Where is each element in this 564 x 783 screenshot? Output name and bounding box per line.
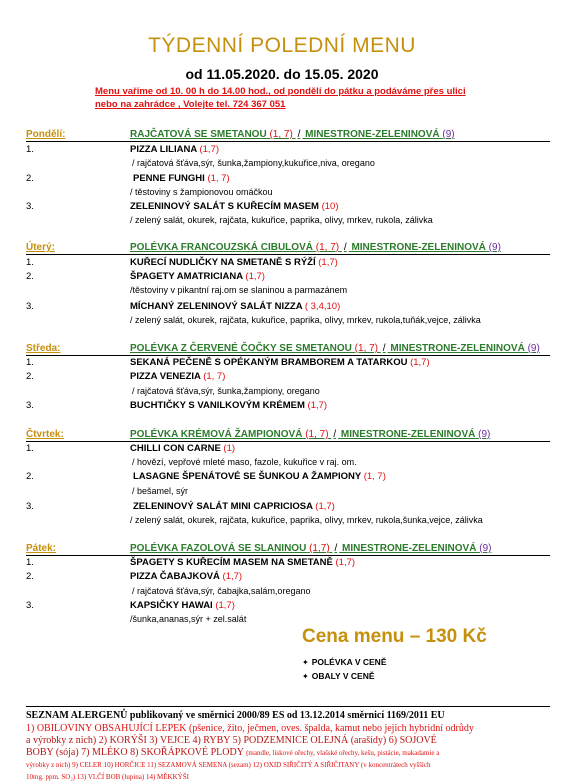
dish-description: /šunka,ananas,sýr + zel.salát <box>130 614 247 624</box>
soups-wednesday: POLÉVKA Z ČERVENÉ ČOČKY SE SMETANOU (1, 7) / MINESTRONE-ZELENINOVÁ (9) <box>130 343 540 354</box>
menu-price: Cena menu – 130 Kč <box>302 626 487 647</box>
divider <box>26 555 550 556</box>
allergens-line: a výrobky z nich) 2) KORÝŠI 3) VEJCE 4) RYBY 5) PODZEMNICE OLEJNÁ (arašídy) 6) SOJOVÉ <box>26 735 437 746</box>
divider <box>26 441 550 442</box>
dish-name: SEKANÁ PEČENĚ S OPÉKANÝM BRAMBOREM A TATARKOU (1,7) <box>130 357 430 368</box>
allergens-line: výrobky z nich) 9) CELER 10) HORČICE 11) SEZAMOVÁ SEMENA (sezam) 12) OXID SIŘIČITÝ A SIŘIČITANY (v koncentrátech vyšších <box>26 761 431 769</box>
dish-allergens: (1,7) <box>215 600 235 611</box>
bullet-icon: ✦ <box>302 658 309 667</box>
dish-name: ŠPAGETY AMATRICIANA (1,7) <box>130 271 265 282</box>
dish-description: / bešamel, sýr <box>132 486 189 496</box>
day-label-wednesday: Středa: <box>26 343 61 354</box>
allergens-list <box>26 723 550 783</box>
dish-number: 2. <box>26 271 34 282</box>
dish-number: 3. <box>26 201 34 212</box>
soup-1: POLÉVKA FAZOLOVÁ SE SLANINOU <box>130 543 307 554</box>
soup-2: MINESTRONE-ZELENINOVÁ <box>390 343 525 354</box>
dish-name: CHILLI CON CARNE (1) <box>130 443 236 454</box>
soup-2: MINESTRONE-ZELENINOVÁ <box>342 543 477 554</box>
soup-1: RAJČATOVÁ SE SMETANOU <box>130 129 267 140</box>
dish-number: 2. <box>26 173 34 184</box>
dish-name: KUŘECÍ NUDLIČKY NA SMETANĚ S RÝŽÍ (1,7) <box>130 257 338 268</box>
menu-dates: od 11.05.2020. do 15.05. 2020 <box>185 66 379 82</box>
dish-allergens: (1,7) <box>318 257 338 268</box>
soup-1-allergens: (1, 7) <box>269 129 293 140</box>
dish-name: KAPSIČKY HAWAI (1,7) <box>130 600 235 611</box>
dish-allergens: ( 3,4,10) <box>304 301 341 312</box>
soup-2: MINESTRONE-ZELENINOVÁ <box>305 129 440 140</box>
dish-number: 1. <box>26 257 34 268</box>
soups-monday: RAJČATOVÁ SE SMETANOU (1, 7) / MINESTRONE-ZELENINOVÁ (9) <box>130 129 455 140</box>
day-label-monday: Pondělí: <box>26 129 66 140</box>
dish-name: PIZZA VENEZIA (1, 7) <box>130 371 226 382</box>
dish-number: 2. <box>26 471 34 482</box>
note-packaging-included: ✦ OBALY V CENĚ <box>302 671 375 681</box>
day-label-tuesday: Úterý: <box>26 242 55 253</box>
soup-2-allergens: (9) <box>442 129 455 140</box>
dish-allergens: (1,7) <box>222 571 243 582</box>
dish-description: /těstoviny v pikantní raj.om se slaninou a parmazánem <box>130 285 348 295</box>
dish-allergens: (1,7) <box>315 501 335 512</box>
soup-1: POLÉVKA Z ČERVENÉ ČOČKY SE SMETANOU <box>130 343 352 354</box>
dish-name: BUCHTIČKY S VANILKOVÝM KRÉMEM (1,7) <box>130 400 328 411</box>
dish-name: PIZZA ČABAJKOVÁ (1,7) <box>130 571 243 582</box>
soup-1-allergens: (1, 7) <box>315 242 340 253</box>
soup-2-allergens: (9) <box>488 242 501 253</box>
dish-name: LASAGNE ŠPENÁTOVÉ SE ŠUNKOU A ŽAMPIONY (1, 7) <box>133 471 386 482</box>
dish-name: PIZZA LILIANA (1,7) <box>130 144 220 155</box>
bullet-icon: ✦ <box>302 672 309 681</box>
dish-allergens: (1, 7) <box>363 471 386 482</box>
note-soup-included: ✦ POLÉVKA V CENĚ <box>302 657 387 667</box>
notice-line-1: Menu vaříme od 10. 00 h do 14.00 hod., od pondělí do pátku a podáváme přes ulici <box>95 86 466 97</box>
allergens-line: 1) OBILOVINY OBSAHUJÍCÍ LEPEK (pšenice, žito, ječmen, oves. špalda, kamut nebo jejich hybridní odrůdy <box>26 723 474 734</box>
soup-1-allergens: (1, 7) <box>305 429 329 440</box>
soup-1: POLÉVKA KRÉMOVÁ ŽAMPIONOVÁ <box>130 429 303 440</box>
soup-2-allergens: (9) <box>527 343 540 354</box>
dish-name: MÍCHANÝ ZELENINOVÝ SALÁT NIZZA ( 3,4,10) <box>130 301 341 312</box>
soup-2: MINESTRONE-ZELENINOVÁ <box>340 429 476 440</box>
dish-name: ZELENINOVÝ SALÁT S KUŘECÍM MASEM (10) <box>130 201 339 212</box>
dish-allergens: (1,7) <box>245 271 265 282</box>
footer-divider <box>26 706 550 707</box>
dish-number: 1. <box>26 443 34 454</box>
dish-description: / těstoviny s žampionovou omáčkou <box>130 187 273 197</box>
dish-number: 1. <box>26 144 34 155</box>
dish-name: PENNE FUNGHI (1, 7) <box>133 173 230 184</box>
dish-number: 3. <box>26 600 34 611</box>
dish-allergens: (1,7) <box>410 357 430 368</box>
dish-number: 3. <box>26 501 34 512</box>
dish-description: / hovězí, vepřové mleté maso, fazole, kukuřice v raj. om. <box>132 457 357 467</box>
allergens-line: BOBY (sója) 7) MLÉKO 8) SKOŘÁPKOVÉ PLODY (mandle, lískové ořechy, vlašské ořechy, kešu, pistácie, makadamie a <box>26 747 440 758</box>
dish-allergens: (1, 7) <box>203 371 226 382</box>
soup-1-allergens: (1,7) <box>309 543 330 554</box>
dish-description: / zelený salát, okurek, rajčata, kukuřice, paprika, olivy, mrkev, rukola,tuňák,vejce, zálivka <box>130 315 481 325</box>
dish-allergens: (10) <box>321 201 339 212</box>
dish-description: / zelený salát, okurek, rajčata, kukuřice, paprika, olivy, mrkev, rukola,šunka,vejce, zálivka <box>130 515 483 525</box>
divider <box>26 355 550 356</box>
dish-allergens: (1,7) <box>307 400 328 411</box>
soup-2-allergens: (9) <box>479 543 492 554</box>
divider <box>26 254 550 255</box>
day-label-friday: Pátek: <box>26 543 57 554</box>
dish-number: 1. <box>26 357 34 368</box>
notice-line-2: nebo na zahrádce , Volejte tel. 724 367 051 <box>95 99 286 110</box>
dish-name: ŠPAGETY S KUŘECÍM MASEM NA SMETANĚ (1,7) <box>130 557 356 568</box>
dish-allergens: (1,7) <box>199 144 220 155</box>
dish-allergens: (1, 7) <box>207 173 230 184</box>
dish-number: 3. <box>26 400 34 411</box>
allergens-line: 10mg. ppm. SO₂) 13) VLČÍ BOB (lupina) 14) MĚKKÝŠI <box>26 773 189 781</box>
soups-tuesday: POLÉVKA FRANCOUZSKÁ CIBULOVÁ (1, 7) / MINESTRONE-ZELENINOVÁ (9) <box>130 242 501 253</box>
dish-allergens: (1,7) <box>335 557 356 568</box>
soup-2-allergens: (9) <box>478 429 491 440</box>
dish-description: / rajčatová šťáva,sýr, šunka,žampiony, oregano <box>132 386 320 396</box>
soup-2: MINESTRONE-ZELENINOVÁ <box>351 242 486 253</box>
dish-description: / rajčatová šťáva,sýr, šunka,žampiony,kukuřice,niva, oregano <box>132 158 375 168</box>
dish-number: 3. <box>26 301 34 312</box>
divider <box>26 141 550 142</box>
day-label-thursday: Čtvrtek: <box>26 429 64 440</box>
dish-number: 2. <box>26 371 34 382</box>
menu-title: TÝDENNÍ POLEDNÍ MENU <box>148 34 416 57</box>
dish-number: 2. <box>26 571 34 582</box>
soups-friday: POLÉVKA FAZOLOVÁ SE SLANINOU (1,7) / MINESTRONE-ZELENINOVÁ (9) <box>130 543 492 554</box>
soups-thursday: POLÉVKA KRÉMOVÁ ŽAMPIONOVÁ (1, 7) / MINESTRONE-ZELENINOVÁ (9) <box>130 429 491 440</box>
dish-description: / zelený salát, okurek, rajčata, kukuřice, paprika, olivy, mrkev, rukola, zálivka <box>130 215 433 225</box>
dish-name: ZELENINOVÝ SALÁT MINI CAPRICIOSA (1,7) <box>133 501 335 512</box>
dish-description: / rajčatová šťáva,sýr, čabajka,salám,oregano <box>132 586 311 596</box>
allergens-heading: SEZNAM ALERGENŮ publikovaný ve směrnici 2000/89 ES od 13.12.2014 směrnicí 1169/2011 EU <box>26 710 445 721</box>
dish-allergens: (1) <box>223 443 236 454</box>
soup-1: POLÉVKA FRANCOUZSKÁ CIBULOVÁ <box>130 242 313 253</box>
soup-1-allergens: (1, 7) <box>354 343 379 354</box>
dish-number: 1. <box>26 557 34 568</box>
